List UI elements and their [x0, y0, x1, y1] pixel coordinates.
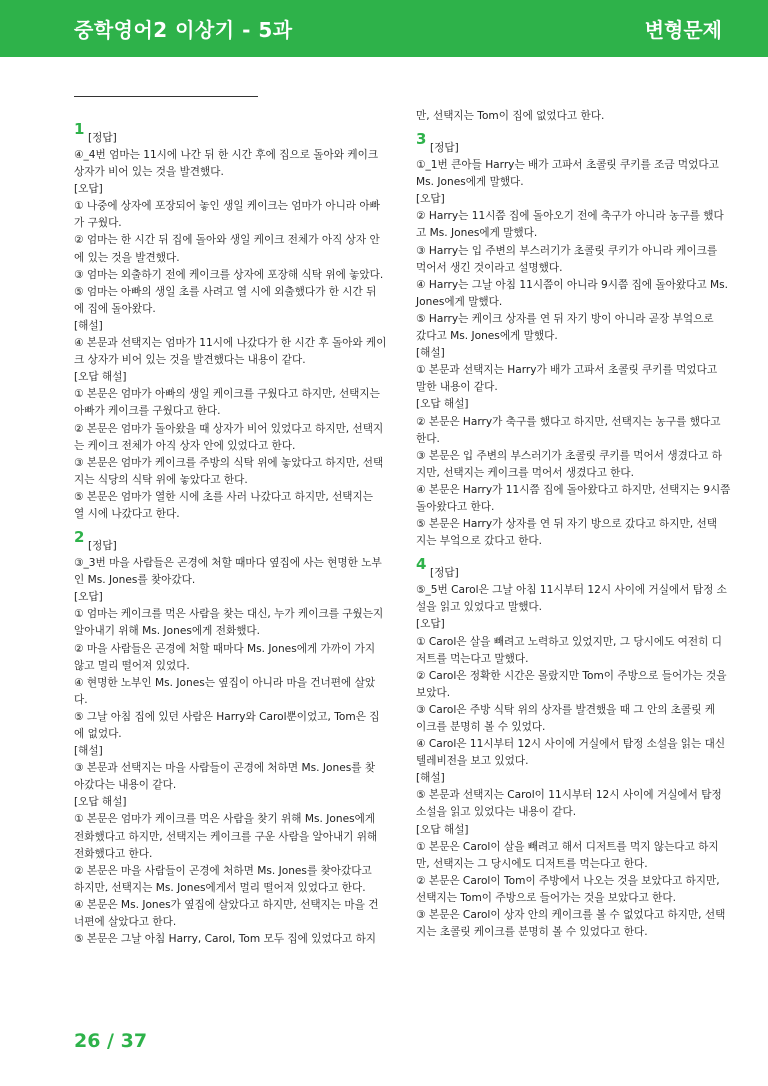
text-line: 설을 읽고 있었다고 말했다.	[416, 601, 543, 614]
text-line: 보았다.	[416, 686, 451, 699]
text-line: [오답]	[74, 591, 103, 604]
answer-tag: [정답]	[88, 132, 117, 144]
text-line: ④ 본문과 선택지는 엄마가 11시에 나갔다가 한 시간 후 돌아와 케이	[74, 337, 387, 350]
text-line: ② Carol은 정확한 시간은 몰랐지만 Tom이 주방으로 들어가는 것을	[416, 669, 727, 682]
answer-tag: [정답]	[430, 567, 459, 580]
text-line: Jones에게 말했다.	[416, 295, 503, 308]
text-line: 만, 선택지는 그 당시에도 디저트를 먹는다고 한다.	[416, 857, 648, 870]
text-line: ③ 본문과 선택지는 마을 사람들이 곤경에 처하면 Ms. Jones를 찾	[74, 762, 376, 775]
text-line: 하지만, 선택지는 Ms. Jones에게서 멀리 떨어져 있었다고 한다.	[74, 881, 366, 894]
question-header	[416, 131, 728, 157]
question-header	[416, 556, 728, 582]
text-line: ② 본문은 엄마가 돌아왔을 때 상자가 비어 있었다고 하지만, 선택지	[74, 422, 384, 435]
question-block	[74, 121, 386, 523]
question-block	[416, 130, 731, 550]
text-line: [오답 해설]	[74, 371, 127, 384]
header-section-label: 변형문제	[644, 18, 722, 42]
text-line: ④ 본문은 Harry가 11시쯤 집에 돌아왔다고 하지만, 선택지는 9시쯤	[416, 483, 731, 496]
text-line: 가 구웠다.	[74, 217, 122, 230]
text-line: ③ 본문은 Carol이 상자 안의 케이크를 볼 수 없었다고 하지만, 선택	[416, 909, 726, 922]
text-line: ①_1번 큰아들 Harry는 배가 고파서 초콜릿 쿠키를 조금 먹었다고	[416, 159, 719, 172]
text-line: 갔다고 Ms. Jones에게 말했다.	[416, 330, 558, 343]
text-line: 지는 식당의 식탁 위에 놓았다고 한다.	[74, 473, 248, 486]
text-line: 한다.	[416, 432, 440, 445]
text-line: ⑤ 엄마는 아빠의 생일 초를 사려고 열 시에 외출했다가 한 시간 뒤	[74, 285, 377, 298]
text-line: [오답]	[74, 183, 103, 196]
text-line: 인 Ms. Jones를 찾아갔다.	[74, 574, 196, 587]
text-line: 에 있는 것을 발견했다.	[74, 251, 180, 264]
text-line: [해설]	[74, 745, 103, 758]
text-line: ② 마을 사람들은 곤경에 처할 때마다 Ms. Jones에게 가까이 가지	[74, 642, 376, 655]
text-line: [오답 해설]	[74, 796, 127, 809]
text-line: ⑤ 본문과 선택지는 Carol이 11시부터 12시 사이에 거실에서 탐정	[416, 789, 722, 802]
question-number: 1	[74, 120, 85, 138]
question-number: 3	[416, 130, 427, 149]
text-line: 지만, 선택지는 케이크를 먹어서 생겼다고 한다.	[416, 466, 635, 479]
text-line: ① 본문은 엄마가 케이크를 먹은 사람을 찾기 위해 Ms. Jones에게	[74, 813, 376, 826]
answer-tag: [정답]	[430, 142, 459, 155]
text-line: ② Harry는 11시쯤 집에 돌아오기 전에 축구가 아니라 농구를 했다	[416, 210, 724, 223]
text-line: 지는 부엌으로 갔다고 한다.	[416, 535, 543, 548]
text-line: ④ Harry는 그날 아침 11시쯤이 아니라 9시쯤 집에 돌아왔다고 Ms.	[416, 278, 728, 291]
text-line: ③_3번 마을 사람들은 곤경에 처할 때마다 옆집에 사는 현명한 노부	[74, 557, 382, 570]
text-line: ④ Carol은 11시부터 12시 사이에 거실에서 탐정 소설을 읽는 대신	[416, 738, 726, 751]
question-header	[74, 121, 386, 147]
question-number: 4	[416, 555, 427, 574]
question-header	[74, 529, 386, 555]
page-header	[0, 0, 768, 57]
text-line: ② 엄마는 한 시간 뒤 집에 돌아와 생일 케이크 전체가 아직 상자 안	[74, 234, 380, 247]
text-line: 선택지는 Tom이 주방으로 들어가는 것을 보았다고 한다.	[416, 891, 676, 904]
text-line: ② 본문은 Harry가 축구를 했다고 하지만, 선택지는 농구를 했다고	[416, 415, 721, 428]
text-line: 에 집에 돌아왔다.	[74, 302, 156, 315]
text-line: ④ 본문은 Ms. Jones가 옆집에 살았다고 하지만, 선택지는 마을 건	[74, 898, 379, 911]
text-line: 이크를 분명히 볼 수 있었다.	[416, 721, 546, 733]
question-number: 2	[74, 528, 85, 547]
text-line: ③ 본문은 입 주변의 부스러기가 초콜릿 쿠키를 먹어서 생겼다고 하	[416, 449, 722, 462]
text-line: 열 시에 나갔다고 한다.	[74, 507, 180, 520]
text-line: 전화했다고 한다.	[74, 847, 153, 860]
text-line: 아빠가 케이크를 구웠다고 한다.	[74, 405, 221, 418]
text-line: 는 케이크 전체가 아직 상자 안에 있었다고 한다.	[74, 439, 296, 452]
text-line: ⑤ 그날 아침 집에 있던 사람은 Harry와 Carol뿐이었고, Tom은 집	[74, 710, 380, 723]
text-line: 먹어서 생긴 것이라고 설명했다.	[416, 261, 563, 274]
text-line: 돌아왔다고 한다.	[416, 500, 495, 513]
text-line: 너편에 살았다고 한다.	[74, 916, 177, 929]
text-line: ① 엄마는 케이크를 먹은 사람을 찾는 대신, 누가 케이크를 구웠는지	[74, 608, 384, 621]
text-line: ① 본문은 Carol이 살을 빼려고 해서 디저트를 먹지 않는다고 하지	[416, 840, 719, 853]
text-line: [오답]	[416, 618, 445, 631]
text-line: ⑤ 본문은 그날 아침 Harry, Carol, Tom 모두 집에 있었다고 하지	[74, 933, 377, 946]
text-line: ③ Carol은 주방 식탁 위의 상자를 발견했을 때 그 안의 초콜릿 케	[416, 703, 716, 716]
page-number: 26 / 37	[74, 1030, 148, 1052]
question-block	[74, 529, 386, 948]
text-line: 상자가 비어 있는 것을 발견했다.	[74, 166, 224, 179]
text-line: 소설을 읽고 있었다는 내용이 같다.	[416, 806, 577, 819]
text-line: 지는 초콜릿 케이크를 분명히 볼 수 있었다고 한다.	[416, 926, 648, 939]
text-line: 전화했다고 하지만, 선택지는 케이크를 구운 사람을 알아내기 위해	[74, 830, 378, 843]
header-title: 중학영어2 이상기 - 5과	[74, 18, 293, 42]
left-column	[74, 115, 386, 948]
text-line: ③ 엄마는 외출하기 전에 케이크를 상자에 포장해 식탁 위에 놓았다.	[74, 268, 384, 281]
continued-text-line: 만, 선택지는 Tom이 집에 없었다고 한다.	[416, 110, 605, 122]
text-line: [해설]	[416, 347, 445, 360]
text-line: 크 상자가 비어 있는 것을 발견했다는 내용이 같다.	[74, 354, 306, 367]
text-line: ② 본문은 마을 사람들이 곤경에 처하면 Ms. Jones를 찾아갔다고	[74, 864, 372, 877]
text-line: ⑤_5번 Carol은 그날 아침 11시부터 12시 사이에 거실에서 탐정 소	[416, 584, 727, 597]
text-line: ③ 본문은 엄마가 케이크를 주방의 식탁 위에 놓았다고 하지만, 선택	[74, 456, 384, 469]
text-line: Ms. Jones에게 말했다.	[416, 176, 524, 189]
text-line: 않고 멀리 떨어져 있었다.	[74, 659, 190, 672]
text-line: 텔레비전을 보고 있었다.	[416, 755, 529, 768]
text-line: [오답 해설]	[416, 823, 469, 836]
right-column	[416, 108, 731, 941]
text-line: ⑤ 본문은 Harry가 상자를 연 뒤 자기 방으로 갔다고 하지만, 선택	[416, 518, 717, 531]
text-line: 아갔다는 내용이 같다.	[74, 779, 177, 792]
text-line: 말한 내용이 같다.	[416, 381, 498, 394]
text-line: ③ Harry는 입 주변의 부스러기가 초콜릿 쿠키가 아니라 케이크를	[416, 244, 718, 257]
text-line: ① 본문과 선택지는 Harry가 배가 고파서 초콜릿 쿠키를 먹었다고	[416, 364, 718, 377]
text-line: ① Carol은 살을 빼려고 노력하고 있었지만, 그 당시에도 여전히 디	[416, 635, 722, 648]
text-line: ① 본문은 엄마가 아빠의 생일 케이크를 구웠다고 하지만, 선택지는	[74, 388, 380, 401]
text-line: ② 본문은 Carol이 Tom이 주방에서 나오는 것을 보았다고 하지만,	[416, 874, 720, 887]
answer-tag: [정답]	[88, 540, 117, 553]
text-line: 에 없었다.	[74, 728, 122, 740]
text-line: [해설]	[416, 772, 445, 785]
text-line: ⑤ Harry는 케이크 상자를 연 뒤 자기 방이 아니라 곧장 부엌으로	[416, 312, 714, 325]
text-line: [해설]	[74, 319, 103, 332]
text-line: 고 Ms. Jones에게 말했다.	[416, 227, 538, 240]
text-line: ① 나중에 상자에 포장되어 놓인 생일 케이크는 엄마가 아니라 아빠	[74, 200, 380, 213]
text-line: 다.	[74, 693, 88, 706]
header-rule	[74, 96, 258, 97]
text-line: [오답]	[416, 193, 445, 206]
text-line: [오답 해설]	[416, 398, 469, 411]
question-block	[416, 556, 728, 941]
text-line: ⑤ 본문은 엄마가 열한 시에 초를 사러 나갔다고 하지만, 선택지는	[74, 490, 374, 503]
text-line: 알아내기 위해 Ms. Jones에게 전화했다.	[74, 625, 261, 638]
text-line: ④_4번 엄마는 11시에 나간 뒤 한 시간 후에 집으로 돌아와 케이크	[74, 149, 379, 161]
text-line: ④ 현명한 노부인 Ms. Jones는 옆집이 아니라 마을 건너편에 살았	[74, 676, 376, 689]
text-line: 저트를 먹는다고 말했다.	[416, 652, 529, 665]
